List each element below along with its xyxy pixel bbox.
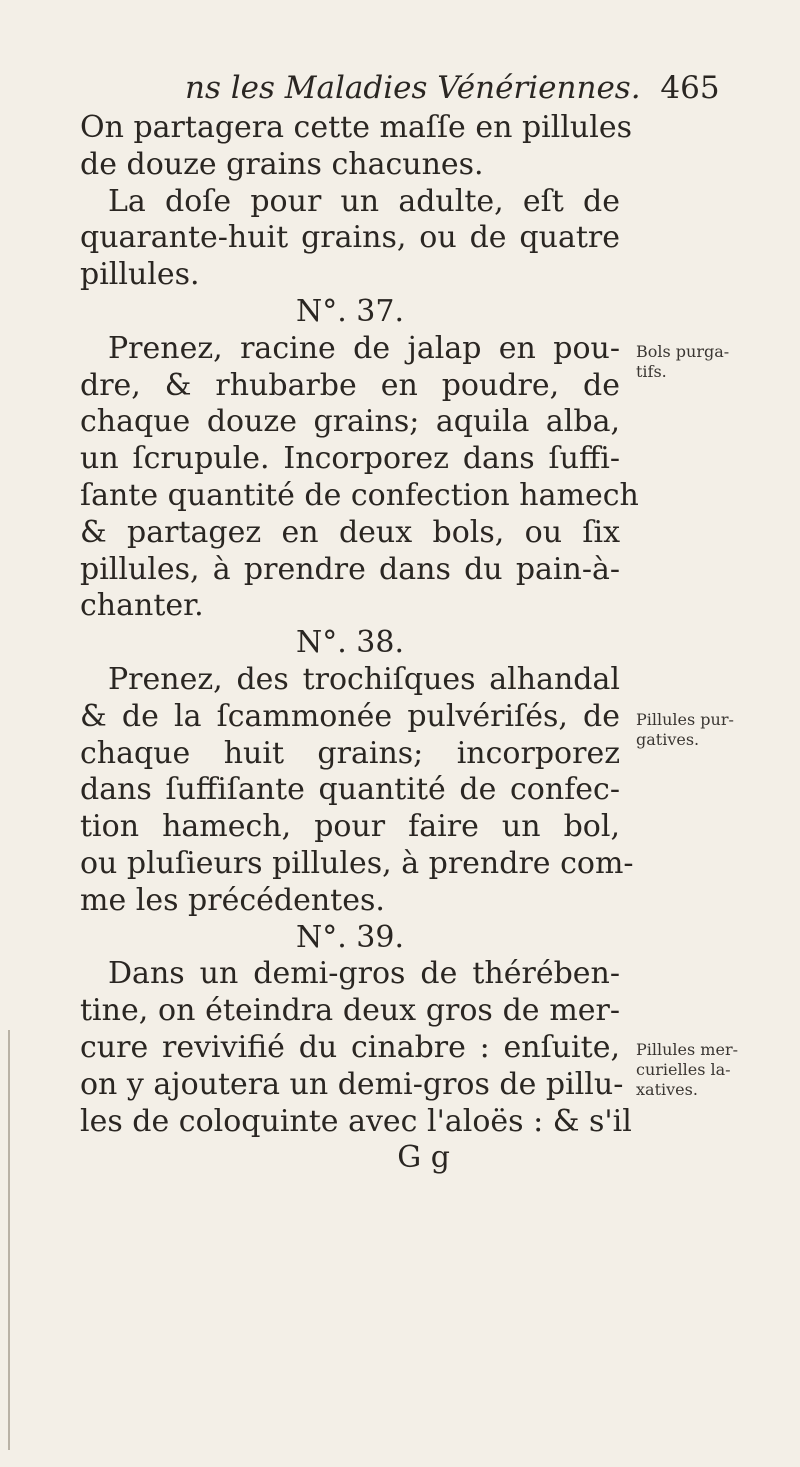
- recipe-number-38: N°. 38.: [295, 625, 405, 661]
- margin-note-line: tifs.: [636, 362, 667, 381]
- text-line: On partagera cette maſſe en pillules: [80, 110, 632, 145]
- text-line: Prenez, racine de jalap en pou-: [108, 330, 620, 366]
- text-line: on y ajoutera un demi-gros de pillu-: [80, 1066, 624, 1102]
- text-line: me les précédentes.: [80, 882, 385, 918]
- text-line: & de la ſcammonée pulvériſés, de: [80, 698, 620, 734]
- text-line: & partagez en deux bols, ou ſix: [80, 514, 620, 550]
- margin-note-line: curielles la-: [636, 1060, 731, 1079]
- text-line: pillules, à prendre dans du pain-à-: [80, 551, 620, 587]
- text-line: dre, & rhubarbe en poudre, de: [80, 367, 620, 403]
- body-text: [80, 110, 639, 1177]
- text-line: chaque huit grains; incorporez: [80, 735, 620, 771]
- running-header: [185, 70, 720, 106]
- text-line: dans ſuffiſante quantité de confec-: [80, 772, 620, 808]
- text-line: ſante quantité de confection hamech: [80, 477, 639, 513]
- margin-note-line: gatives.: [636, 730, 700, 749]
- text-line: cure revivifié du cinabre : enſuite,: [80, 1029, 620, 1065]
- margin-note-bols-purgatifs: [636, 342, 786, 382]
- margin-note-line: Pillules pur-: [636, 710, 734, 729]
- recipe-number-37: N°. 37.: [295, 293, 405, 329]
- text-line: tine, on éteindra deux gros de mer-: [80, 993, 620, 1029]
- text-line: quarante-huit grains, ou de quatre: [80, 220, 620, 256]
- text-line: ou pluſieurs pillules, à prendre com-: [80, 845, 634, 881]
- text-line: un ſcrupule. Incorporez dans ſuffi-: [80, 441, 620, 477]
- margin-note-line: xatives.: [636, 1080, 698, 1099]
- text-line: tion hamech, pour faire un bol,: [80, 809, 620, 845]
- text-line: Prenez, des trochiſques alhandal: [108, 661, 620, 697]
- text-line: les de coloquinte avec l'aloës : & s'il: [80, 1103, 632, 1139]
- page-edge-line: [8, 1030, 10, 1450]
- text-line: de douze grains chacunes.: [80, 146, 484, 182]
- margin-note-line: Bols purga-: [636, 342, 730, 361]
- text-line: pillules.: [80, 257, 200, 293]
- page-number: 465: [660, 70, 720, 106]
- text-line: chanter.: [80, 588, 204, 624]
- margin-note-line: Pillules mer-: [636, 1040, 738, 1059]
- recipe-number-39: N°. 39.: [295, 919, 405, 955]
- running-title: ns les Maladies Vénériennes.: [185, 70, 641, 106]
- margin-note-pillules-mercurielles: [636, 1040, 786, 1100]
- text-line: La doſe pour un adulte, eſt de: [108, 183, 620, 219]
- margin-note-pillules-purgatives: [636, 710, 786, 750]
- catchword: G g: [397, 1140, 450, 1176]
- text-line: chaque douze grains; aquila alba,: [80, 404, 620, 440]
- text-line: Dans un demi-gros de thérében-: [108, 956, 620, 992]
